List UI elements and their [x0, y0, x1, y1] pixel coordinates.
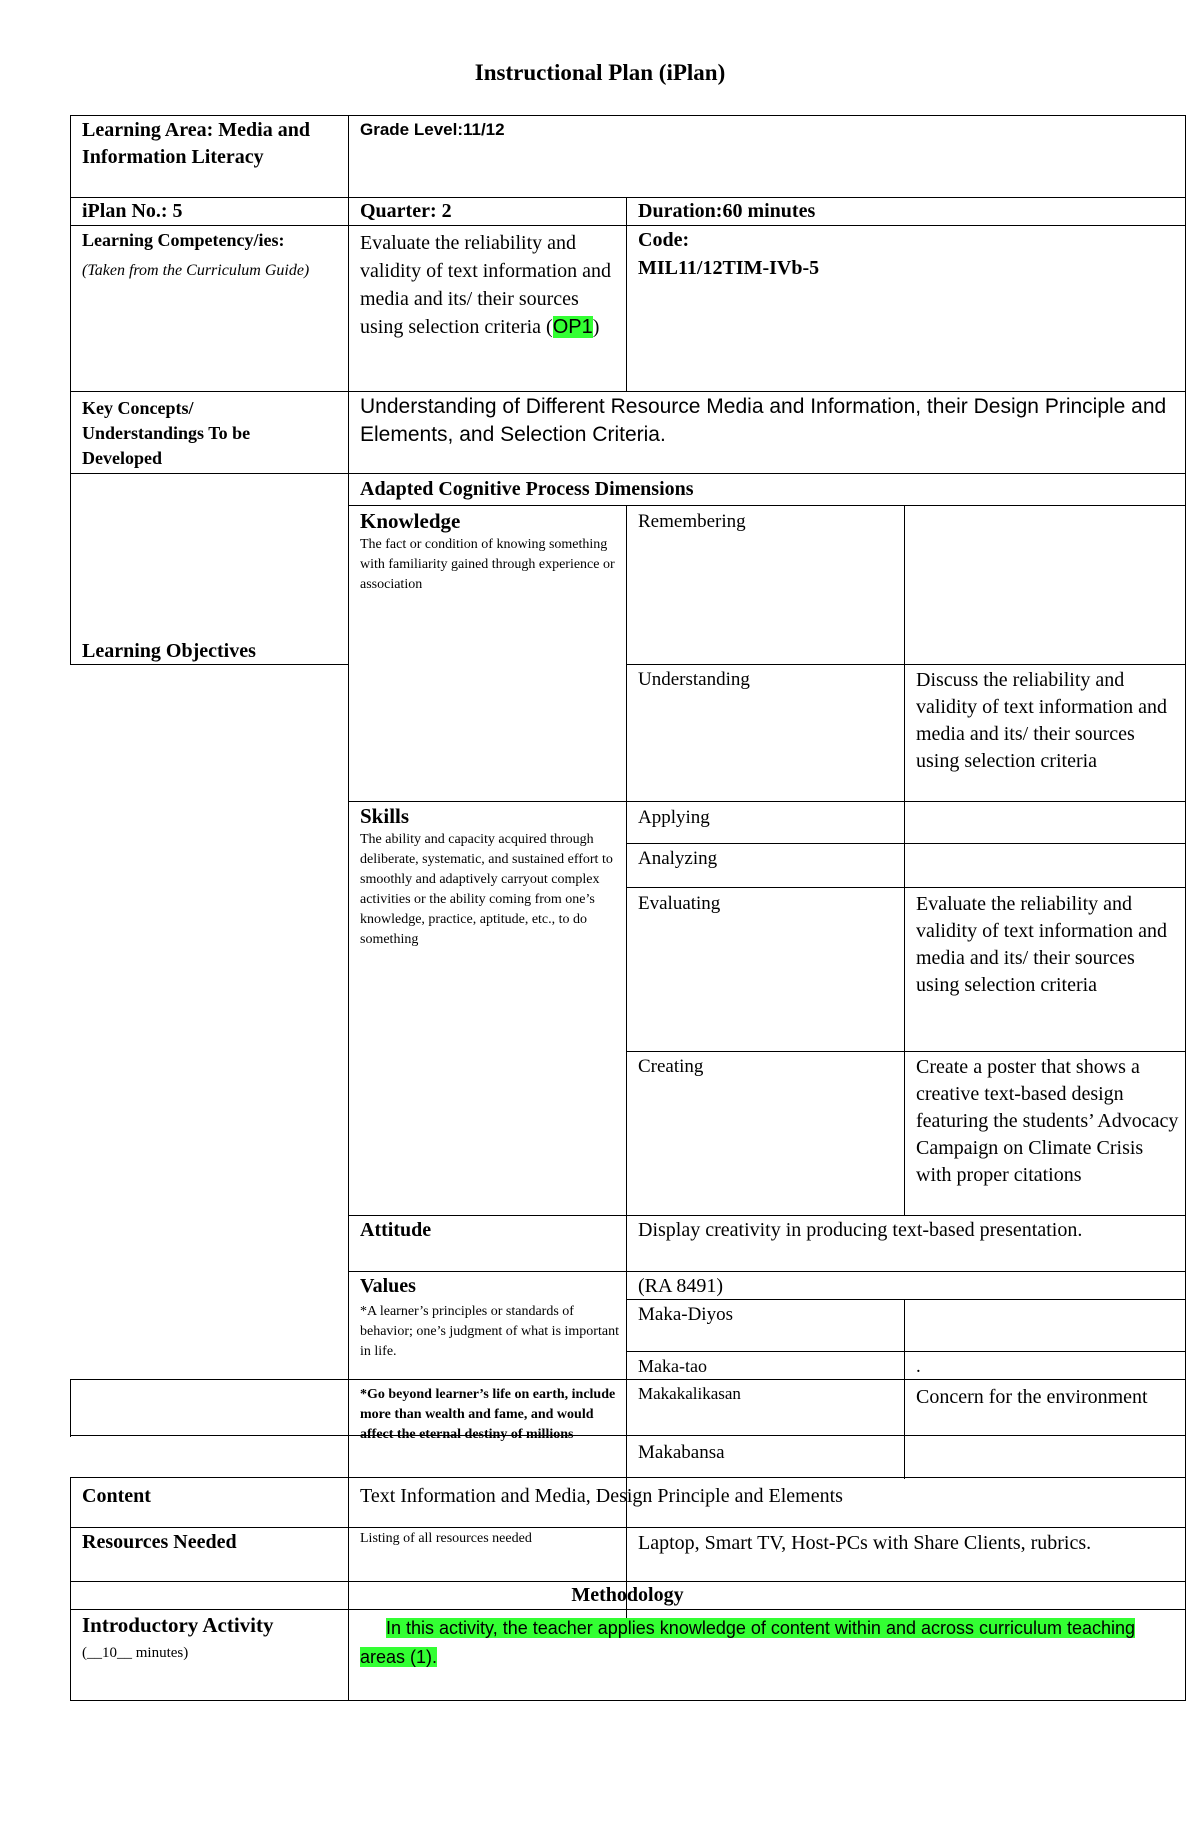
content-label: Content	[82, 1485, 151, 1507]
analyzing-label: Analyzing	[638, 848, 718, 869]
key-concepts-text: Understanding of Different Resource Media and Information, their Design Principle and Elements, and Selection Criteria.	[360, 395, 1167, 446]
competency-text	[360, 229, 622, 341]
attitude-objective: Display creativity in producing text-based presentation.	[638, 1219, 1083, 1241]
values-law: (RA 8491)	[638, 1275, 723, 1297]
competency-text-body: Evaluate the reliability and validity of text information and media and its/ their sources using selection criteria (	[360, 232, 612, 338]
resources-note: Listing of all resources needed	[360, 1531, 532, 1546]
intro-activity-text	[360, 1614, 1150, 1672]
values-title: Values	[360, 1275, 416, 1297]
code-value: MIL11/12TIM-IVb-5	[638, 257, 820, 279]
resources-text: Laptop, Smart TV, Host-PCs with Share Clients, rubrics.	[638, 1532, 1092, 1554]
quarter: Quarter: 2	[360, 200, 452, 222]
content-text: Text Information and Media, Design Principle and Elements	[360, 1485, 843, 1507]
grade-level: Grade Level:11/12	[360, 120, 505, 139]
intro-activity-minutes: (__10__ minutes)	[82, 1645, 189, 1661]
code-label: Code:	[638, 229, 690, 251]
makabansa-label: Makabansa	[638, 1442, 725, 1463]
competency-tag: OP1	[552, 316, 593, 338]
intro-activity-label: Introductory Activity	[82, 1613, 274, 1637]
competency-text-end: )	[592, 316, 600, 338]
page-title: Instructional Plan (iPlan)	[474, 60, 726, 85]
maka-diyos-label: Maka-Diyos	[638, 1304, 733, 1325]
evaluating-objective: Evaluate the reliability and validity of text information and media and its/ their sources using selection criteria	[916, 893, 1168, 996]
values-description: *A learner’s principles or standards of behavior; one’s judgment of what is important in life.	[360, 1304, 619, 1359]
understanding-objective: Discuss the reliability and validity of text information and media and its/ their sources using selection criteria	[916, 669, 1168, 772]
duration: Duration:60 minutes	[638, 200, 816, 222]
intro-activity-highlight: In this activity, the teacher applies knowledge of content within and across curriculum teaching areas (1).	[360, 1618, 1136, 1667]
evaluating-label: Evaluating	[638, 893, 721, 914]
knowledge-title: Knowledge	[360, 509, 461, 533]
maka-tao-objective: .	[916, 1356, 921, 1377]
creating-label: Creating	[638, 1056, 704, 1077]
attitude-title: Attitude	[360, 1219, 432, 1241]
cognitive-dimensions-header: Adapted Cognitive Process Dimensions	[360, 478, 694, 500]
remembering-label: Remembering	[638, 511, 746, 532]
competency-note: (Taken from the Curriculum Guide)	[82, 262, 310, 279]
makakalikasan-label: Makakalikasan	[638, 1384, 741, 1403]
learning-area: Learning Area: Media and Information Literacy	[82, 119, 310, 168]
understanding-label: Understanding	[638, 669, 750, 690]
iplan-number: iPlan No.: 5	[82, 200, 183, 222]
values-note: *Go beyond learner’s life on earth, include more than wealth and fame, and would affect the eternal destiny of millions	[360, 1387, 616, 1442]
resources-label: Resources Needed	[82, 1531, 237, 1553]
creating-objective: Create a poster that shows a creative text-based design featuring the students’ Advocacy Campaign on Climate Crisis with proper citations	[916, 1056, 1179, 1186]
makakalikasan-objective: Concern for the environment	[916, 1386, 1148, 1408]
skills-description: The ability and capacity acquired through deliberate, systematic, and sustained effort to smoothly and adaptively carryout complex activities or the ability coming from one’s knowledge, practice, aptitude, etc., to do something	[360, 832, 613, 947]
maka-tao-label: Maka-tao	[638, 1356, 707, 1376]
key-concepts-label: Key Concepts/ Understandings To be Developed	[82, 398, 251, 468]
methodology-header: Methodology	[571, 1584, 684, 1606]
skills-title: Skills	[360, 804, 410, 828]
applying-label: Applying	[638, 807, 710, 828]
competency-label: Learning Competency/ies:	[82, 230, 285, 250]
knowledge-description: The fact or condition of knowing something with familiarity gained through experience or association	[360, 537, 615, 592]
learning-objectives-label: Learning Objectives	[82, 640, 256, 662]
